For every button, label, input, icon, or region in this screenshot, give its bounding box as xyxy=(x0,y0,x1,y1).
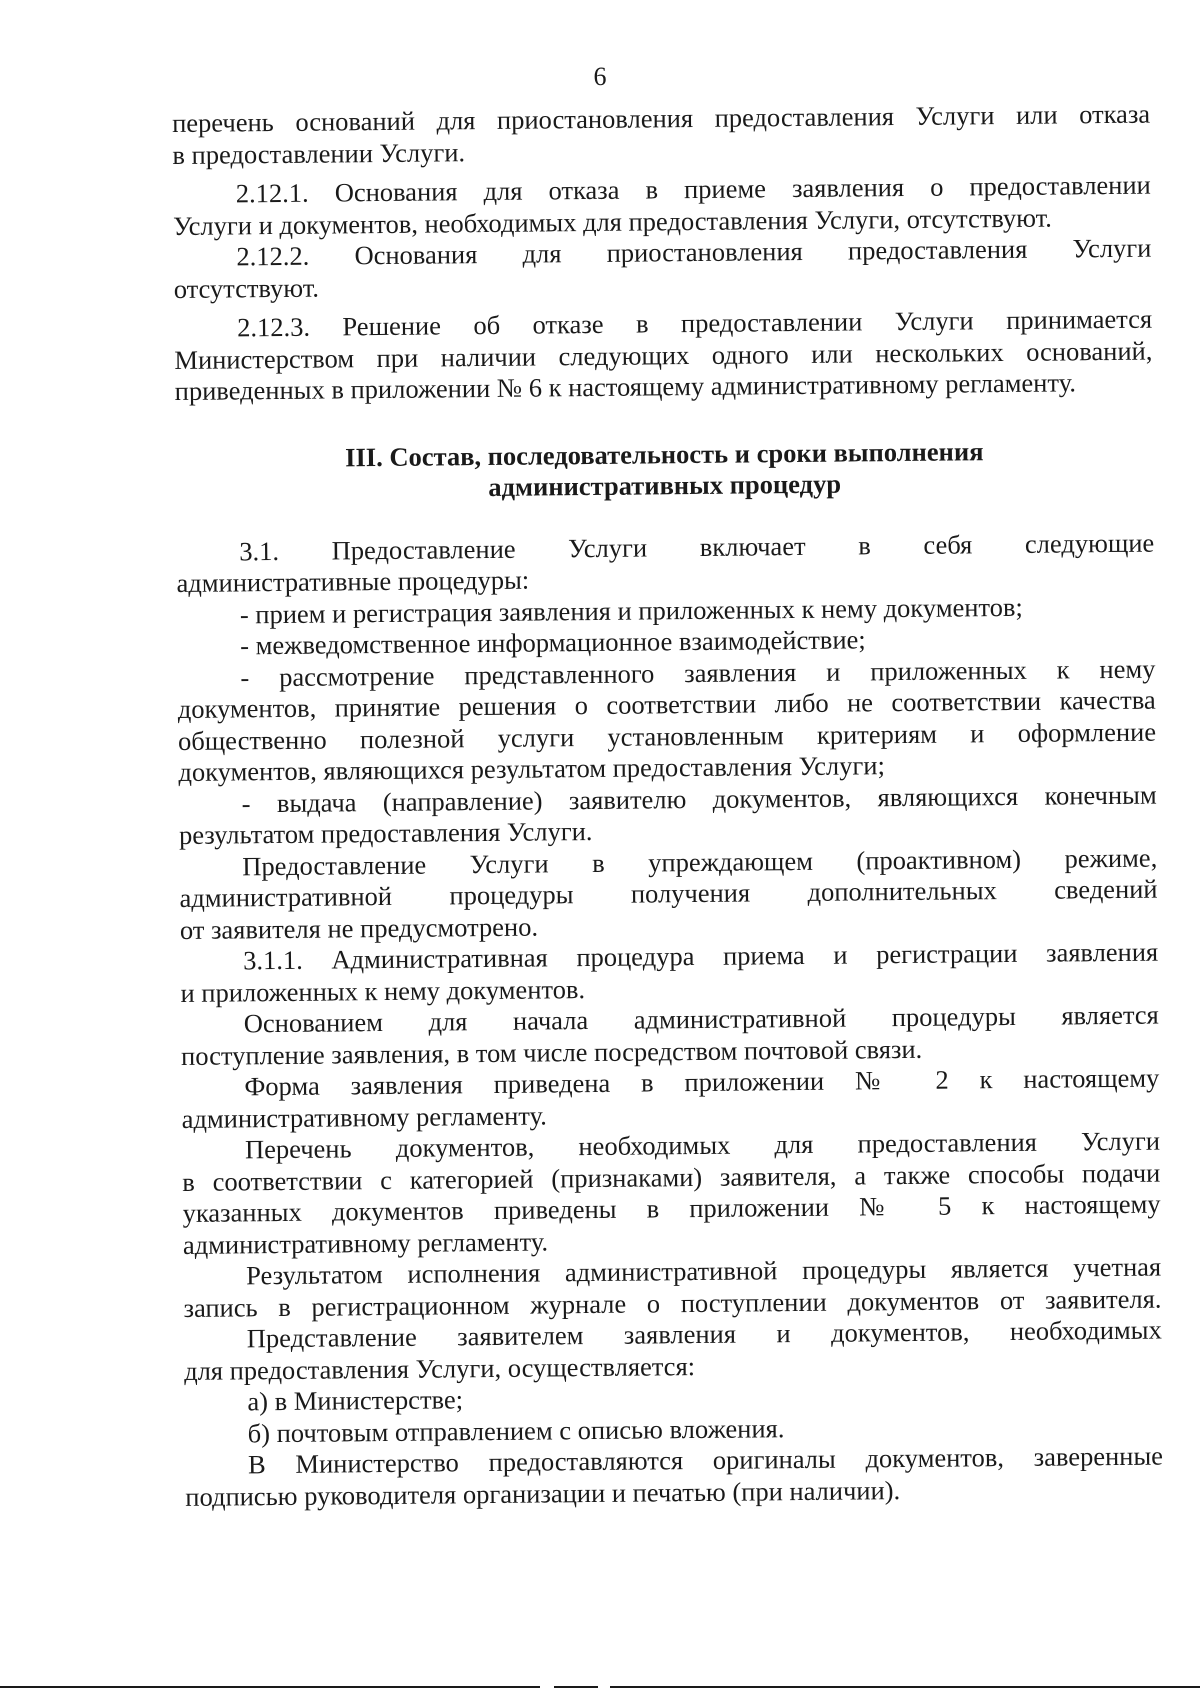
text-line: перечень оснований для приостановления предоставления Услуги или отказа xyxy=(172,98,1151,138)
text-line: административному регламенту. xyxy=(181,1099,547,1134)
rule-gap xyxy=(598,1684,610,1690)
text-line: приведенных в приложении № 6 к настоящему административному регламенту. xyxy=(174,367,1077,406)
text-line: административной процедуры получения дополнительных сведений xyxy=(179,873,1158,913)
text-line: 3.1.1. Административная процедура приема и регистрации заявления xyxy=(243,936,1159,976)
paragraph-2-12-3 xyxy=(174,304,1153,408)
rule-gap xyxy=(540,1684,554,1690)
text-line: и приложенных к нему документов. xyxy=(180,973,586,1008)
text-line: подписью руководителя организации и печатью (при наличии). xyxy=(185,1474,901,1512)
text-line: Представление заявителем заявления и документов, необходимых xyxy=(246,1314,1162,1354)
list-item: а) в Министерстве; xyxy=(247,1384,464,1417)
text-line: общественно полезной услуги установленным критериям и оформление xyxy=(177,716,1157,756)
page-number: 6 xyxy=(593,62,607,91)
list-item: б) почтовым отправлением с описью вложения. xyxy=(247,1412,785,1448)
text-line: 2.12.3. Решение об отказе в предоставлении Услуги принимается xyxy=(236,303,1153,343)
list-item: - рассмотрение представленного заявления и приложенных к нему xyxy=(240,653,1156,692)
text-line: запись в регистрационном журнале о поступлении документов от заявителя. xyxy=(183,1283,1162,1323)
paragraph-2-12-2 xyxy=(173,233,1152,305)
section-heading xyxy=(175,434,1154,506)
text-line: Перечень документов, необходимых для предоставления Услуги xyxy=(244,1125,1161,1165)
text-line: Основанием для начала административной процедуры является xyxy=(243,999,1159,1039)
text-line: Форма заявления приведена в приложении № 2 к настоящему xyxy=(244,1062,1160,1102)
text-line: 2.12.1. Основания для отказа в приеме заявления о предоставлении xyxy=(235,169,1151,209)
text-line: отсутствуют. xyxy=(173,272,320,304)
text-line: документов, принятие решения о соответствии либо не соответствии качества xyxy=(177,684,1156,724)
list-item: - межведомственное информационное взаимодействие; xyxy=(240,624,866,661)
text-line: в соответствии с категорией (признаками) заявителя, а также способы подачи xyxy=(182,1157,1161,1197)
text-line: для предоставления Услуги, осуществляется: xyxy=(183,1350,696,1386)
text-line: поступление заявления, в том числе посредством почтовой связи. xyxy=(180,1033,923,1071)
text-line: документов, являющихся результатом предоставления Услуги; xyxy=(178,750,886,787)
text-line: 2.12.2. Основания для приостановления предоставления Услуги xyxy=(236,232,1152,272)
text-line: от заявителя не предусмотрено. xyxy=(179,911,539,945)
heading-line: административных процедур xyxy=(488,468,842,502)
list-item: - выдача (направление) заявителю документов, являющихся конечным xyxy=(241,779,1157,818)
text-line: 3.1. Предоставление Услуги включает в себя следующие xyxy=(239,527,1155,566)
paragraph-continuation xyxy=(172,99,1151,171)
document-body xyxy=(172,99,1163,1513)
list-item: - прием и регистрация заявления и приложенных к нему документов; xyxy=(239,591,1023,629)
paragraph-2-12-1 xyxy=(173,170,1152,242)
heading-line: III. Состав, последовательность и сроки выполнения xyxy=(345,435,984,472)
text-line: Услуги и документов, необходимых для предоставления Услуги, отсутствуют. xyxy=(172,202,1052,241)
text-line: Министерством при наличии следующих одного или нескольких оснований, xyxy=(174,335,1153,375)
text-line: В Министерство предоставляются оригиналы документов, заверенные xyxy=(247,1440,1164,1480)
text-line: административные процедуры: xyxy=(176,564,530,598)
section-3-body xyxy=(176,527,1163,1513)
text-line: результатом предоставления Услуги. xyxy=(178,815,593,850)
text-line: Предоставление Услуги в упреждающем (проактивном) режиме, xyxy=(242,842,1158,881)
text-line: в предоставлении Услуги. xyxy=(172,136,466,170)
text-line: административному регламенту. xyxy=(182,1225,549,1260)
text-line: Результатом исполнения административной процедуры является учетная xyxy=(246,1251,1162,1291)
text-line: указанных документов приведены в приложении № 5 к настоящему xyxy=(182,1188,1161,1228)
